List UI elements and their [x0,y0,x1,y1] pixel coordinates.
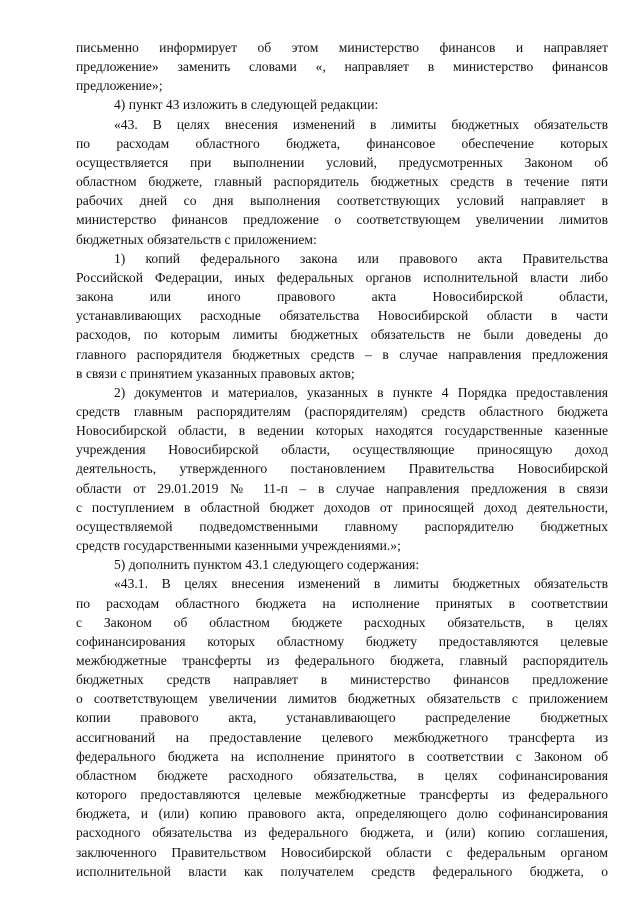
document-line: по расходам областного бюджета, финансовое обеспечение которых [76,135,608,151]
document-line: средств государственными казенными учреждениями.»; [76,538,401,554]
document-line: предложение»; [76,78,163,94]
document-line: по расходам областного бюджета на исполнение принятых в соответствии [76,595,608,611]
document-line: предложение» заменить словами «, направляет в министерство финансов [76,59,608,75]
document-line: бюджетных обязательств с приложением: [76,231,317,247]
document-line: федерального бюджета на исполнение принятого в соответствии с Законом об [76,748,608,764]
document-line: осуществляется при выполнении условий, предусмотренных Законом об [76,154,608,170]
document-line: областном бюджете, главный распорядитель бюджетных средств в течение пяти [76,174,608,190]
document-line: в связи с принятием указанных правовых актов; [76,365,355,381]
document-line: учреждения Новосибирской области, осуществляющие приносящую доход [76,442,608,458]
document-line: Новосибирской области, в ведении которых находятся государственные казенные [76,423,608,439]
document-line: которого предоставляются целевые межбюджетные трансферты из федерального [76,787,608,803]
document-line: о соответствующем увеличении лимитов бюджетных обязательств с приложением [76,691,608,707]
document-line: закона или иного правового акта Новосибирской области, [76,289,608,305]
document-line: бюджета, и (или) копию правового акта, определяющего долю софинансирования [76,806,608,822]
document-line: межбюджетные трансферты из федерального бюджета, главный распорядитель [76,653,608,668]
document-line: копии правового акта, устанавливающего распределение бюджетных [76,710,608,726]
document-line: областном бюджете расходного обязательства, в целях софинансирования [76,767,608,783]
document-line: области от 29.01.2019 № 11-п – в случае направления предложения в связи [76,480,608,496]
document-line: рабочих дней со дня выполнения соответствующих условий направляет в [76,193,608,209]
document-line: ассигнований на предоставление целевого межбюджетного трансферта из [76,729,608,745]
document-line: заключенного Правительством Новосибирской области с федеральным органом [76,844,608,860]
document-line: 1) копий федерального закона или правового акта Правительства [114,250,608,266]
document-body [76,38,608,881]
document-line: исполнительной власти как получателем средств федерального бюджета, о [76,863,608,879]
document-line: устанавливающих расходные обязательства Новосибирской области в части [76,308,608,324]
document-line: Российской Федерации, иных федеральных органов исполнительной власти либо [76,269,608,285]
document-line: с Законом об областном бюджете расходных обязательств, в целях [76,614,608,630]
document-line: главного распорядителя бюджетных средств – в случае направления предложения [76,346,608,362]
document-line: «43. В целях внесения изменений в лимиты бюджетных обязательств [114,116,608,132]
document-line: «43.1. В целях внесения изменений в лимиты бюджетных обязательств [114,576,608,592]
document-line: 4) пункт 43 изложить в следующей редакции: [114,97,379,113]
document-line: софинансирования которых областному бюджету предоставляются целевые [76,633,608,649]
document-line: бюджетных средств направляет в министерство финансов предложение [76,672,608,688]
document-line: деятельность, утвержденного постановлением Правительства Новосибирской [76,461,608,477]
document-line: письменно информирует об этом министерство финансов и направляет [76,40,608,55]
document-line: 2) документов и материалов, указанных в пункте 4 Порядка предоставления [114,384,608,400]
document-line: с поступлением в областной бюджет доходов от приносящей доход деятельности, [76,499,608,515]
document-line: осуществляемой подведомственными главному распорядителю бюджетных [76,518,608,534]
document-line: расходов, по которым лимиты бюджетных обязательств не были доведены до [76,327,608,343]
document-line: расходного обязательства из федерального бюджета, и (или) копию соглашения, [76,825,608,841]
document-line: средств главным распорядителям (распорядителям) средств областного бюджета [76,403,608,419]
document-line: 5) дополнить пунктом 43.1 следующего содержания: [114,557,420,573]
document-line: министерство финансов предложение о соответствующем увеличении лимитов [76,212,608,228]
